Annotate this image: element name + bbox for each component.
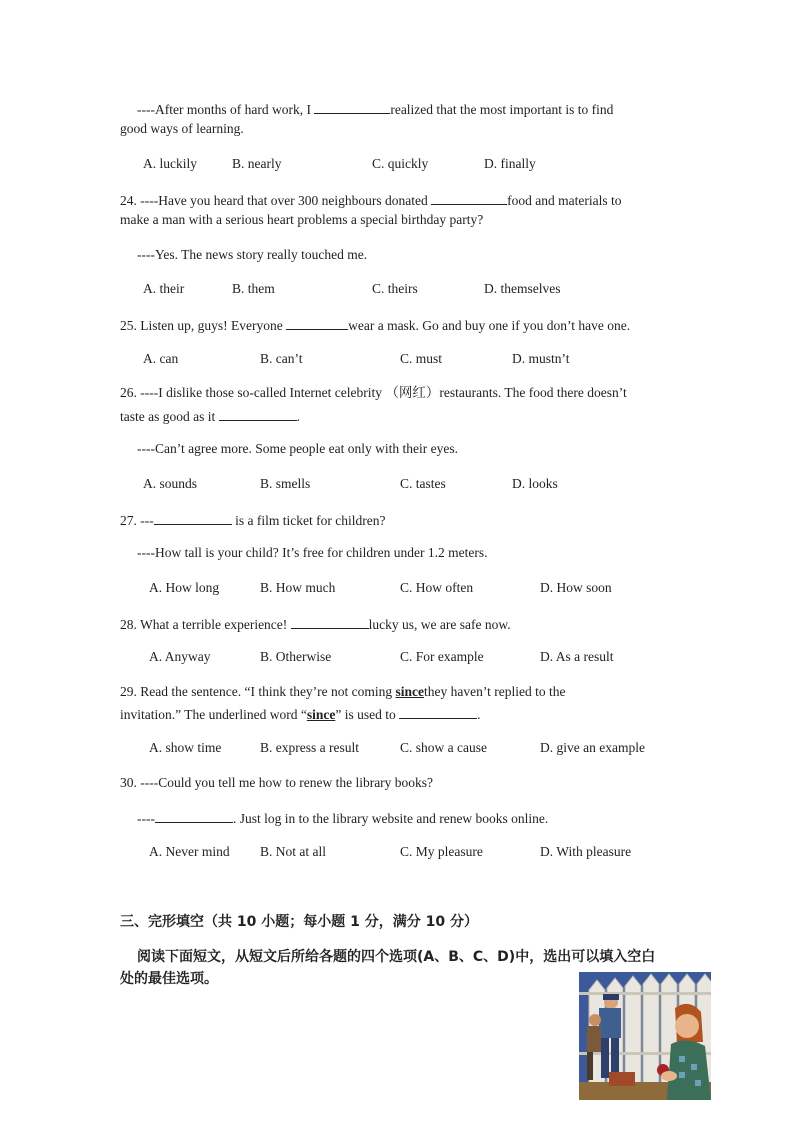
- option-d: D. looks: [512, 476, 558, 491]
- option-c: C. My pleasure: [400, 844, 483, 859]
- q29-line2: invitation.” The underlined word “since” is used to .: [120, 704, 480, 724]
- option-b: B. Otherwise: [260, 649, 332, 664]
- story-illustration: [579, 972, 711, 1100]
- q24-line1: 24. ----Have you heard that over 300 neighbours donated food and materials to: [120, 190, 622, 210]
- q30-reply: ---- . Just log in to the library website and renew books online.: [137, 808, 548, 828]
- section-instruction-line1: 阅读下面短文，从短文后所给各题的四个选项(A、B、C、D)中，选出可以填入空白: [137, 949, 656, 965]
- option-a: A. their: [143, 281, 185, 296]
- answer-blank: [399, 704, 477, 719]
- option-c: C. show a cause: [400, 740, 487, 755]
- option-d: D. With pleasure: [540, 844, 632, 859]
- q25-line1: 25. Listen up, guys! Everyone wear a mask. Go and buy one if you don’t have one.: [120, 315, 630, 335]
- q27-reply: ----How tall is your child? It’s free for children under 1.2 meters.: [137, 545, 488, 560]
- option-c: C. must: [400, 351, 443, 366]
- option-a: A. How long: [149, 580, 220, 595]
- option-a: A. sounds: [143, 476, 198, 491]
- option-b: B. them: [232, 281, 275, 296]
- option-c: C. How often: [400, 580, 474, 595]
- option-d: D. mustn’t: [512, 351, 570, 366]
- option-b: B. express a result: [260, 740, 359, 755]
- option-d: D. give an example: [540, 740, 645, 755]
- answer-blank: [219, 406, 297, 421]
- option-a: A. show time: [149, 740, 222, 755]
- option-b: B. How much: [260, 580, 336, 595]
- option-a: A. Never mind: [149, 844, 230, 859]
- q26-line2: taste as good as it .: [120, 406, 300, 426]
- option-c: C. tastes: [400, 476, 446, 491]
- q27-line1: 27. --- is a film ticket for children?: [120, 510, 385, 530]
- option-a: A. luckily: [143, 156, 197, 171]
- option-c: C. quickly: [372, 156, 429, 171]
- q24-line2: make a man with a serious heart problems a special birthday party?: [120, 212, 484, 227]
- answer-blank: [154, 510, 232, 525]
- q29-line1: 29. Read the sentence. “I think they’re not coming sincethey haven’t replied to the: [120, 684, 566, 699]
- option-d: D. How soon: [540, 580, 612, 595]
- option-d: D. As a result: [540, 649, 614, 664]
- answer-blank: [314, 99, 390, 114]
- option-a: A. can: [143, 351, 179, 366]
- answer-blank: [431, 190, 507, 205]
- underlined-word: since: [395, 684, 425, 699]
- q26-reply: ----Can’t agree more. Some people eat only with their eyes.: [137, 441, 459, 456]
- answer-blank: [155, 808, 233, 823]
- option-d: D. finally: [484, 156, 536, 171]
- option-b: B. nearly: [232, 156, 282, 171]
- option-d: D. themselves: [484, 281, 561, 296]
- answer-blank: [286, 315, 348, 330]
- q26-line1: 26. ----I dislike those so-called Internet celebrity （网红）restaurants. The food there doesn’t: [120, 385, 627, 400]
- option-c: C. theirs: [372, 281, 418, 296]
- option-a: A. Anyway: [149, 649, 211, 664]
- option-b: B. Not at all: [260, 844, 326, 859]
- section-instruction-line2: 处的最佳选项。: [120, 971, 218, 987]
- q23-line2: good ways of learning.: [120, 121, 244, 136]
- q24-reply: ----Yes. The news story really touched me.: [137, 247, 368, 262]
- answer-blank: [291, 614, 369, 629]
- option-c: C. For example: [400, 649, 484, 664]
- underlined-word: since: [306, 707, 336, 722]
- option-b: B. can’t: [260, 351, 303, 366]
- section-heading: 三、完形填空（共 10 小题；每小题 1 分，满分 10 分）: [120, 914, 478, 930]
- q30-line1: 30. ----Could you tell me how to renew the library books?: [120, 775, 434, 790]
- q28-line1: 28. What a terrible experience! lucky us, we are safe now.: [120, 614, 511, 634]
- q23-line1: ----After months of hard work, I realized that the most important is to find: [137, 99, 613, 119]
- option-b: B. smells: [260, 476, 311, 491]
